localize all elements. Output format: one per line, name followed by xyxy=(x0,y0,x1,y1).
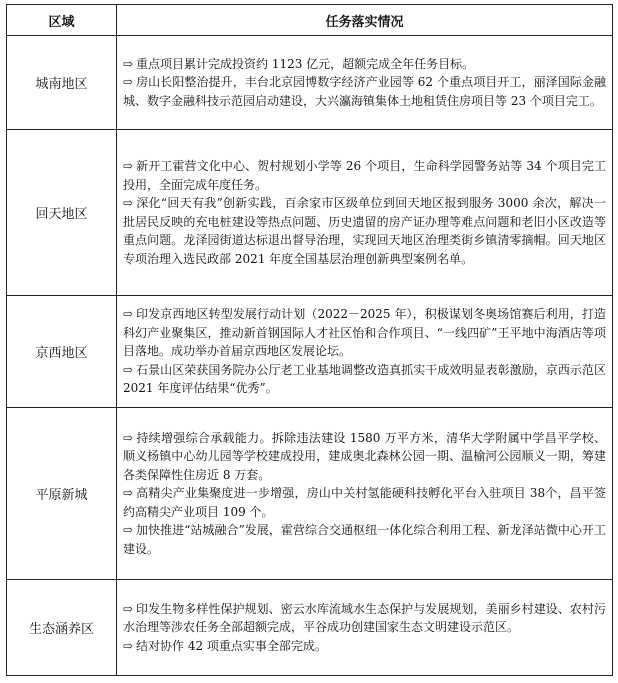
item-text: 加快推进“站城融合”发展，霍营综合交通枢纽一体化综合利用工程、新龙泽站微中心开工建设。 xyxy=(123,523,606,556)
list-item xyxy=(123,484,606,521)
arrow-icon: ⇨ xyxy=(123,486,134,501)
list-item xyxy=(123,361,606,398)
item-text: 印发生物多样性保护规划、密云水库流域水生态保护与发展规划，美丽乡村建设、农村污水治理等涉农任务全部超额完成，平谷成功创建国家生态文明建设示范区。 xyxy=(123,601,606,635)
item-text: 新开工霍营文化中心、贺村规划小学等 26 个项目，生命科学园警务站等 34 个项目完工投用，全面完成年度任务。 xyxy=(123,159,606,192)
task-implementation-table xyxy=(6,4,613,676)
item-text: 结对协作 42 项重点实事全部完成。 xyxy=(136,638,327,653)
arrow-icon: ⇨ xyxy=(123,196,134,210)
task-cell xyxy=(117,296,613,408)
header-task-status: 任务落实情况 xyxy=(117,5,613,36)
table-row xyxy=(7,580,613,676)
region-cell: 京西地区 xyxy=(7,296,117,408)
list-item xyxy=(123,600,606,637)
item-text: 房山长阳整治提升，丰台北京园博数字经济产业园等 62 个重点项目开工，丽泽国际金融城、数字金融科技示范园启动建设，大兴瀛海镇集体土地租赁住房项目等 23 个项目完工。 xyxy=(123,75,606,108)
list-item xyxy=(123,305,606,361)
table-row xyxy=(7,408,613,580)
list-item xyxy=(123,637,606,656)
task-cell xyxy=(117,130,613,296)
task-cell xyxy=(117,36,613,130)
arrow-icon: ⇨ xyxy=(123,56,134,71)
task-cell xyxy=(117,408,613,580)
header-row xyxy=(7,5,613,36)
item-text: 深化“回天有我”创新实践，百余家市区级单位到回天地区报到服务 3000 余次，解决一批居民反映的充电桩建设等热点问题、历史遗留的房产证办理等难点问题和老旧小区改造等重点问题。龙泽园街道达标退出督导治理，实现回天地区治理类街乡镇清零摘帽。回天地区专项治理入选民政部 2021 年度全国基层治理创新典型案例名单。 xyxy=(123,196,606,266)
arrow-icon: ⇨ xyxy=(123,362,134,377)
arrow-icon: ⇨ xyxy=(123,638,134,653)
list-item xyxy=(123,521,606,558)
region-cell: 回天地区 xyxy=(7,130,117,296)
list-item xyxy=(123,55,606,74)
table-row xyxy=(7,130,613,296)
item-text: 印发京西地区转型发展行动计划（2022－2025 年），积极谋划冬奥场馆赛后利用，打造科幻产业聚集区，推动新首钢国际人才社区怡和合作项目、“一线四矿”王平地中海酒店等项目落地。成功举办首届京西地区发展论坛。 xyxy=(123,307,606,359)
list-item xyxy=(123,194,606,268)
task-table-container xyxy=(6,4,612,676)
table-row xyxy=(7,296,613,408)
arrow-icon: ⇨ xyxy=(123,307,134,322)
arrow-icon: ⇨ xyxy=(123,430,134,445)
arrow-icon: ⇨ xyxy=(123,601,134,616)
table-row xyxy=(7,36,613,130)
region-cell: 生态涵养区 xyxy=(7,580,117,676)
item-text: 高精尖产业集聚度进一步增强，房山中关村氢能硬科技孵化平台入驻项目 38个，昌平签约高精尖产业项目 109 个。 xyxy=(123,486,606,519)
header-region: 区域 xyxy=(7,5,117,36)
region-cell: 城南地区 xyxy=(7,36,117,130)
task-cell xyxy=(117,580,613,676)
item-text: 持续增强综合承载能力。拆除违法建设 1580 万平方米，清华大学附属中学昌平学校、顺义杨镇中心幼儿园等学校建成投用，建成奥北森林公园一期、温榆河公园顺义一期，筹建各类保障性住房近 8 万套。 xyxy=(123,430,606,482)
arrow-icon: ⇨ xyxy=(123,159,134,173)
list-item xyxy=(123,429,606,485)
list-item xyxy=(123,157,606,194)
arrow-icon: ⇨ xyxy=(123,75,134,90)
region-cell: 平原新城 xyxy=(7,408,117,580)
item-text: 重点项目累计完成投资约 1123 亿元，超额完成全年任务目标。 xyxy=(136,56,475,71)
arrow-icon: ⇨ xyxy=(123,523,134,538)
list-item xyxy=(123,73,606,110)
item-text: 石景山区荣获国务院办公厅老工业基地调整改造真抓实干成效明显表彰激励，京西示范区 2021 年度评估结果“优秀”。 xyxy=(123,362,606,396)
